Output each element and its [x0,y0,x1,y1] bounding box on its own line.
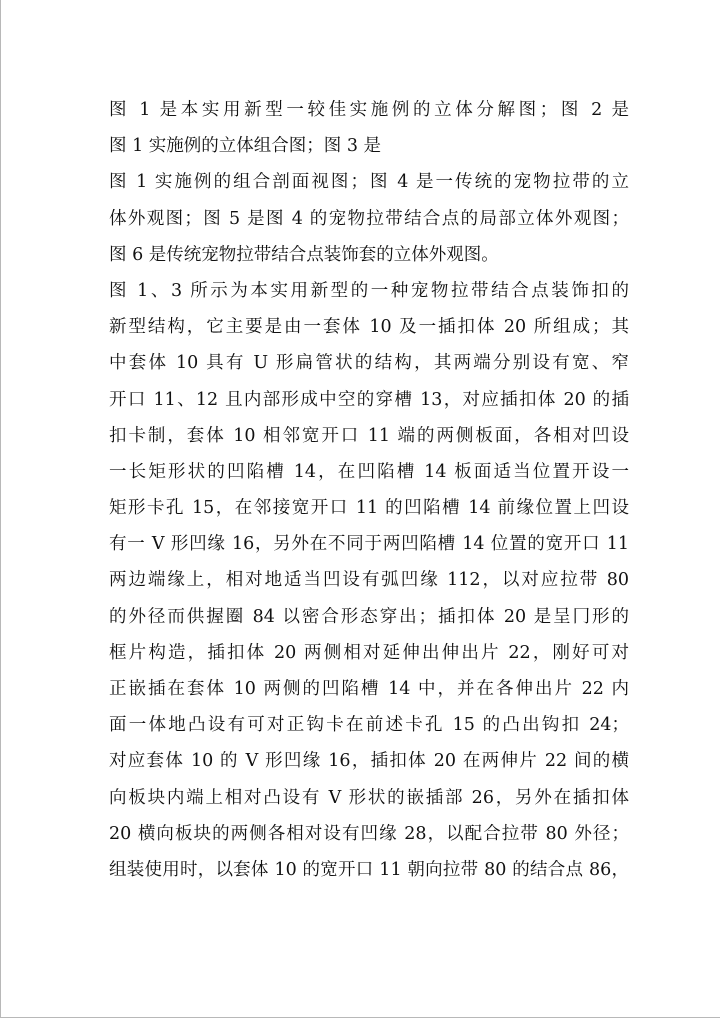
text-line: 组装使用时，以套体 10 的宽开口 11 朝向拉带 80 的结合点 86， [109,859,629,880]
text-line: 扣卡制，套体 10 相邻宽开口 11 端的两侧板面，各相对凹设 [109,425,629,446]
text-line: 一长矩形状的凹陷槽 14，在凹陷槽 14 板面适当位置开设一 [109,461,629,482]
text-line: 矩形卡孔 15，在邻接宽开口 11 的凹陷槽 14 前缘位置上凹设 [109,498,629,519]
text-line: 图 1 实施例的组合剖面视图；图 4 是一传统的宠物拉带的立 [109,172,629,193]
text-line: 图 1 实施例的立体组合图；图 3 是 [109,136,382,157]
text-line: 新型结构，它主要是由一套体 10 及一插扣体 20 所组成；其 [109,317,629,338]
text-line: 图 6 是传统宠物拉带结合点装饰套的立体外观图。 [109,244,499,265]
text-line: 20 横向板块的两侧各相对设有凹缘 28，以配合拉带 80 外径； [109,823,629,844]
text-line: 正嵌插在套体 10 两侧的凹陷槽 14 中，并在各伸出片 22 内 [109,679,629,699]
text-line: 开口 11、12 且内部形成中空的穿槽 13，对应插扣体 20 的插 [109,389,629,410]
text-line: 的外径而供握圈 84 以密合形态穿出；插扣体 20 是呈冂形的 [109,606,629,627]
text-line: 框片构造，插扣体 20 两侧相对延伸出伸出片 22，刚好可对 [109,642,629,663]
text-line: 中套体 10 具有 U 形扁管状的结构，其两端分别设有宽、窄 [109,353,629,374]
text-line: 体外观图；图 5 是图 4 的宠物拉带结合点的局部立体外观图； [109,208,629,229]
text-line: 面一体地凸设有可对正钩卡在前述卡孔 15 的凸出钩扣 24； [109,715,629,736]
body-text [109,92,629,888]
text-line: 向板块内端上相对凸设有 V 形状的嵌插部 26，另外在插扣体 [109,787,629,808]
text-line: 两边端缘上，相对地适当凹设有弧凹缘 112，以对应拉带 80 [109,570,629,591]
text-line: 图 1 是本实用新型一较佳实施例的立体分解图；图 2 是 [109,100,629,120]
text-line: 对应套体 10 的 V 形凹缘 16，插扣体 20 在两伸片 22 间的横 [109,751,629,772]
text-line: 有一 V 形凹缘 16，另外在不同于两凹陷槽 14 位置的宽开口 11 [109,534,629,555]
text-line: 图 1、3 所示为本实用新型的一种宠物拉带结合点装饰扣的 [109,280,629,301]
